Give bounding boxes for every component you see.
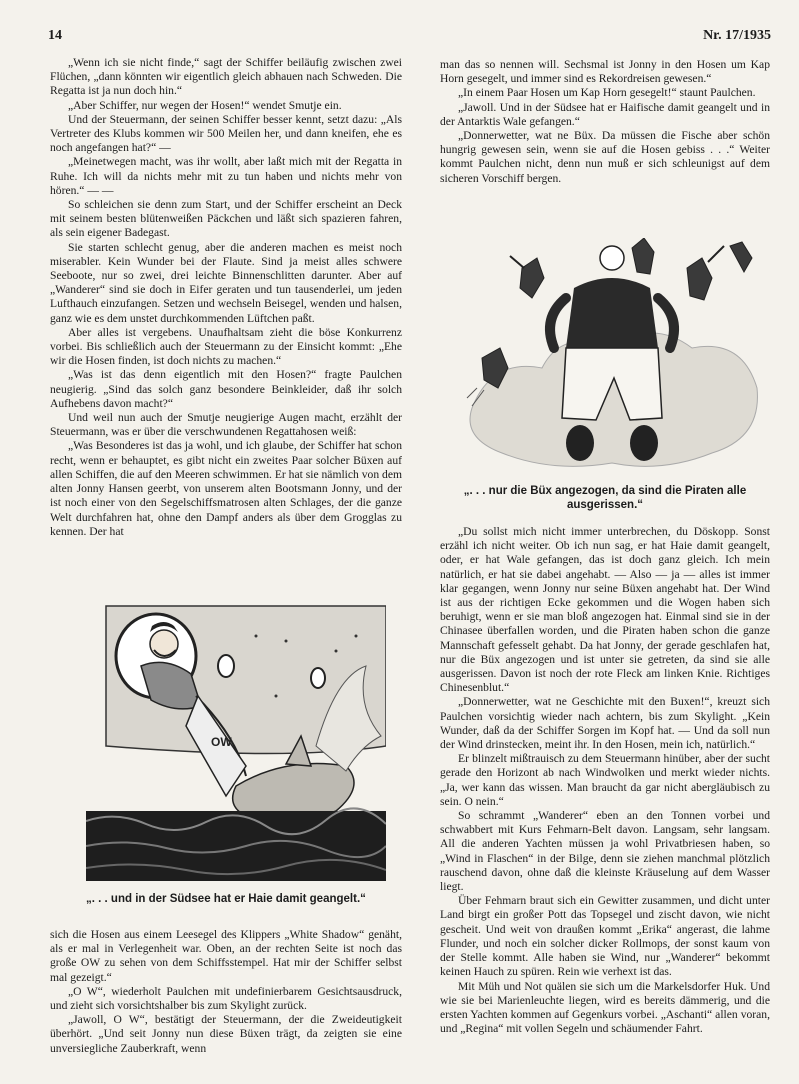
paragraph: man das so nennen will. Sechsmal ist Jonny in den Hosen um Kap Horn gesegelt, und immer sind es Rekordreisen gewesen.“: [440, 58, 770, 86]
paragraph: Er blinzelt mißtrauisch zu dem Steuermann hinüber, aber der sucht gerade den Horizont ab nach Windwolken und merkt wieder nichts. „Ja, wer kann das wissen. Man braucht da gar nicht abergläubisch zu sein. O nein.“: [440, 752, 770, 808]
illustration-pirates-flee: [462, 238, 764, 478]
caption-figure-1: „. . . und in der Südsee hat er Haie damit geangelt.“: [86, 893, 366, 905]
left-column-top: [50, 56, 402, 539]
paragraph: Aber alles ist vergebens. Unaufhaltsam zieht die böse Konkurrenz vorbei. Bis schließlich auch der Steuermann zu der Einsicht kommt: „Ehe wir die Hosen finden, ist doch nichts zu machen.“: [50, 325, 402, 368]
paragraph: „Jawoll. Und in der Südsee hat er Haifische damit geangelt und in der Antarktis Wale gefangen.“: [440, 100, 770, 128]
illustration-sailor-shark: [86, 596, 386, 886]
issue-number: Nr. 17/1935: [703, 28, 771, 43]
right-column-bottom: [440, 525, 770, 1036]
paragraph: Und der Steuermann, der seinen Schiffer besser kennt, setzt dazu: „Als Vertreter des Klubs kommen wir 500 Meilen her, und dann kneifen, ehe es noch angefangen hat?“ —: [50, 112, 402, 155]
paragraph: „In einem Paar Hosen um Kap Horn gesegelt!“ staunt Paulchen.: [458, 86, 756, 100]
page-number: 14: [48, 28, 62, 43]
left-column-bottom: [50, 928, 402, 1056]
paragraph: „Donnerwetter, wat ne Büx. Da müssen die Fische aber schön hungrig gewesen sein, wenn sie auf die Hosen gebiss . . .“ Weiter kommt Paulchen nicht, denn nun muß er sich schleunigst auf dem sicheren Vorschiff bergen.: [440, 129, 770, 185]
paragraph: Und weil nun auch der Smutje neugierige Augen macht, erzählt der Steuermann, was er über die verschwundenen Regattahosen weiß:: [50, 411, 402, 439]
paragraph: Über Fehmarn braut sich ein Gewitter zusammen, und dicht unter Land birgt ein großer Pott das Topsegel und zischt davon, wie nicht gescheit. Und weit von draußen kommt „Erika“ angerast, die lahme Flunder, und noch ein solcher dicker Rollmops, der sonst kaum von der Stelle kommt. Alle haben sie Wind, nur „Wanderer“ bekommt keinen Hauch zu spüren. Rein wie verhext ist das.: [440, 894, 770, 979]
paragraph: „Aber Schiffer, nur wegen der Hosen!“ wendet Smutje ein.: [68, 98, 342, 112]
paragraph: „Donnerwetter, wat ne Geschichte mit den Buxen!“, kreuzt sich Paulchen vorsichtig wieder nach achtern, bis zum Skylight. „Kein Wunder, daß da der Schiffer Sorgen im Kopf hat. — Und da soll nun der Wind drinstecken, meint ihr. In den Hosen, mein ich, natürlich.“: [440, 695, 770, 752]
paragraph: So schleichen sie denn zum Start, und der Schiffer erscheint an Deck mit seinem besten blütenweißen Päckchen und läßt sich spazieren fahren, als sein eigener Badegast.: [50, 198, 402, 240]
paragraph: „Was ist das denn eigentlich mit den Hosen?“ fragte Paulchen neugierig. „Sind das solch ganz besondere Beinkleider, daß ihr solch Aufhebens davon macht?“: [50, 368, 402, 410]
paragraph: Mit Müh und Not quälen sie sich um die Markelsdorfer Huk. Und wie sie bei Marienleuchte liegen, wird es bereits dämmerig, und die ersten Yachten kommen auf Gegenkurs vorbei. „Aschanti“ allen voran, und „Regina“ mit vollen Segeln und schäumender Fahrt.: [440, 979, 770, 1036]
illustration-pirates-flee-drawing: [462, 238, 764, 478]
paragraph: „Du sollst mich nicht immer unterbrechen, du Döskopp. Sonst erzähl ich nicht weiter. Ob ich nun sag, er hat Haie damit geangelt, oder, er hat Wale gefangen, das ist doch ganz gleich. Ich mein natürlich, er hat sie dabei angehabt. — Also — ja — alles ist immer klar gegangen, wenn Jonny nur seine Büxen angehabt hat. Der Wind ist aus der richtigen Ecke gekommen und die Wogen haben sich beruhigt, wenn er sie man bloß angezogen hat. Einmal sind sie in der Chinasee überfallen worden, und die Piraten haben schon die ganze Mannschaft gefesselt gehabt. Da hat Jonny, der gerade geschlafen hat, nur die Büx angezogen und ist unter sie getreten, da sind sie alle ausgerissen. Davon ist noch der rote Fleck am linken Knie. Richtiges Chinesenblut.“: [440, 525, 770, 695]
illustration-sailor-shark-drawing: [86, 596, 386, 886]
paragraph: So schrammt „Wanderer“ eben an den Tonnen vorbei und schwabbert mit Kurs Fehmarn-Belt davon. Langsam, sehr langsam. All die anderen Yachten müssen ja wohl Privatbriesen haben, so „Wind in Flaschen“ in der Bilge, denn sie ziehen manchmal plötzlich rauschend davon, ohne daß die kleinste Kräuselung auf dem Wasser liegt.: [440, 809, 770, 894]
paragraph: „Wenn ich sie nicht finde,“ sagt der Schiffer beiläufig zwischen zwei Flüchen, „dann könnten wir eigentlich gleich abhauen nach Schweden. Die Regatta ist ja nun doch hin.“: [50, 56, 402, 98]
trouser-mark: OW: [211, 735, 232, 749]
paragraph: Sie starten schlecht genug, aber die anderen machen es meist noch miserabler. Kein Wunder bei der Flaute. Sind ja meist alles schwere Seeboote, nur so zwei, drei leichte Binnenschlitten darunter. Aber auf „Wanderer“ sind sie doch in Eifer geraten und tun tausenderlei, um jeden Lufthauch einzufangen. Setzen und wechseln Beisegel, wenden und halsen, ganz wie es dem unstet durchkommenden Lüftchen paßt.: [50, 240, 402, 325]
paragraph: „O W“, wiederholt Paulchen mit undefinierbarem Gesichtsausdruck, und zieht sich vorsichtshalber bis zum Skylight zurück.: [50, 984, 402, 1013]
paragraph: „Was Besonderes ist das ja wohl, und ich glaube, der Schiffer hat schon recht, wenn er behauptet, es gibt nicht ein zweites Paar solcher Büxen auf allen Schiffen, die auf den Meeren schwimmen. Er hat sie nämlich von dem alten Jonny Hansen geerbt, von unserem alten Bootsmann Jonny, und der ist noch einer von den Segelschiffsmatrosen alten Schlages, der die ganze Welt durchfahren hat, ohne den Dampf anders als über dem Grogglas zu kennen. Der hat: [50, 439, 402, 538]
caption-figure-2: „. . . nur die Büx angezogen, da sind die Piraten alle ausgerissen.“: [463, 485, 747, 511]
paragraph: „Jawoll, O W“, bestätigt der Steuermann, der die Zweideutigkeit überhört. „Und seit Jonny nun diese Büxen trägt, da zeigten sie eine unversiegliche Zauberkraft, wenn: [50, 1013, 402, 1055]
paragraph: „Meinetwegen macht, was ihr wollt, aber laßt mich mit der Regatta in Ruhe. Ich will da nichts mehr mit zu tun haben und nichts mehr von hören.“ — —: [50, 155, 402, 197]
right-column-top: [440, 58, 770, 186]
paragraph: sich die Hosen aus einem Leesegel des Klippers „White Shadow“ genäht, als er mal in Verlegenheit war. Oben, an der rechten Seite ist noch das große OW zu sehen von dem Schiffsstempel. Hat mir der Schiffer selbst mal gezeigt.“: [50, 928, 402, 984]
